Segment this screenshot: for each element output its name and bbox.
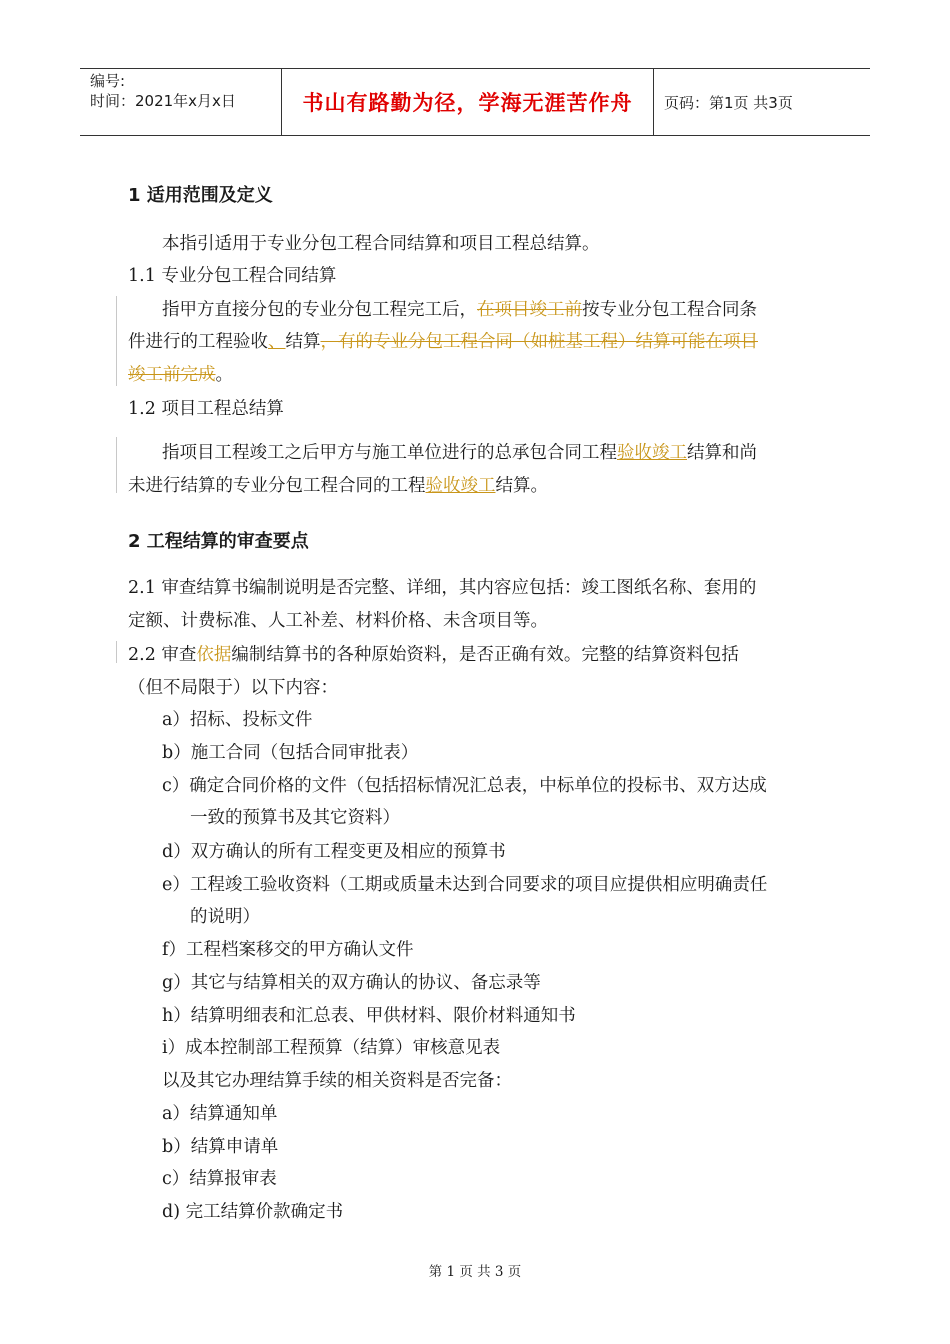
list-item: a）招标、投标文件 xyxy=(162,710,313,730)
header-motto: 书山有路勤为径，学海无涯苦作舟 xyxy=(282,69,654,135)
list-item: c）结算报审表 xyxy=(162,1169,277,1189)
list-item: c）确定合同价格的文件（包括招标情况汇总表，中标单位的投标书、双方达成 xyxy=(162,776,767,796)
list-item: b）施工合同（包括合同审批表） xyxy=(162,743,419,763)
text-run: 2.2 审查 xyxy=(128,645,197,665)
text-run: 编制结算书的各种原始资料，是否正确有效。完整的结算资料包括 xyxy=(231,645,739,665)
paragraph-also: 以及其它办理结算手续的相关资料是否完备： xyxy=(162,1071,512,1091)
header-page-info: 页码：第1页 共3页 xyxy=(664,93,793,112)
list-item: i）成本控制部工程预算（结算）审核意见表 xyxy=(162,1038,501,1058)
list-item: h）结算明细表和汇总表、甲供材料、限价材料通知书 xyxy=(162,1006,576,1026)
inserted-text: 验收竣工 xyxy=(425,476,496,496)
text-run: 指甲方直接分包的专业分包工程完工后， xyxy=(162,300,477,320)
section-2-title: 2 工程结算的审查要点 xyxy=(128,531,309,552)
paragraph-1-1-line-1 xyxy=(162,296,757,321)
document-time-label: 时间：2021年x月x日 xyxy=(90,92,236,110)
paragraph-1-2-line-1 xyxy=(162,439,757,464)
inserted-text: 依据 xyxy=(196,645,232,665)
document-number-label: 编号: xyxy=(90,72,126,90)
deleted-text: ，有的专业分包工程合同（如桩基工程）结算可能在项目 xyxy=(320,332,758,352)
paragraph-1-1-line-3 xyxy=(128,361,233,386)
text-run: 结算。 xyxy=(495,476,548,496)
list-item-continuation: 一致的预算书及其它资料） xyxy=(190,808,400,828)
text-run: 未进行结算的专业分包工程合同的工程 xyxy=(128,476,426,496)
text-run: 件进行的工程验收 xyxy=(128,332,268,352)
text-run: 。 xyxy=(215,365,233,385)
deleted-text: 在项目竣工前 xyxy=(477,300,582,320)
text-run: 结算 xyxy=(285,332,321,352)
paragraph-2-1-line-2: 定额、计费标准、人工补差、材料价格、未含项目等。 xyxy=(128,611,548,631)
list-item: b）结算申请单 xyxy=(162,1137,279,1157)
subsection-1-1-title: 1.1 专业分包工程合同结算 xyxy=(128,266,337,286)
inserted-text: 、 xyxy=(268,332,286,352)
list-item: a）结算通知单 xyxy=(162,1104,278,1124)
list-item: d) 完工结算价款确定书 xyxy=(162,1202,344,1222)
paragraph-1-2-line-2 xyxy=(128,472,548,497)
revision-bar xyxy=(116,641,118,663)
paragraph-2-2-line-1 xyxy=(128,641,739,666)
paragraph-1-1-line-2 xyxy=(128,328,758,353)
section-1-intro: 本指引适用于专业分包工程合同结算和项目工程总结算。 xyxy=(162,234,600,254)
text-run: 指项目工程竣工之后甲方与施工单位进行的总承包合同工程 xyxy=(162,443,617,463)
text-run: 按专业分包工程合同条 xyxy=(582,300,757,320)
revision-bar xyxy=(116,296,118,386)
page-header xyxy=(80,68,870,136)
page-footer: 第 1 页 共 3 页 xyxy=(428,1264,522,1280)
list-item: e）工程竣工验收资料（工期或质量未达到合同要求的项目应提供相应明确责任 xyxy=(162,875,768,895)
list-item: f）工程档案移交的甲方确认文件 xyxy=(162,940,414,960)
section-1-title: 1 适用范围及定义 xyxy=(128,185,273,206)
header-meta-cell xyxy=(80,69,282,135)
paragraph-2-2-line-2: （但不局限于）以下内容： xyxy=(128,678,338,698)
list-item: d）双方确认的所有工程变更及相应的预算书 xyxy=(162,842,506,862)
inserted-text: 验收竣工 xyxy=(617,443,687,463)
paragraph-2-1-line-1: 2.1 审查结算书编制说明是否完整、详细，其内容应包括：竣工图纸名称、套用的 xyxy=(128,578,757,598)
list-item: g）其它与结算相关的双方确认的协议、备忘录等 xyxy=(162,973,541,993)
subsection-1-2-title: 1.2 项目工程总结算 xyxy=(128,399,284,419)
text-run: 结算和尚 xyxy=(687,443,757,463)
revision-bar xyxy=(116,437,118,493)
deleted-text: 竣工前完成 xyxy=(128,365,216,385)
list-item-continuation: 的说明） xyxy=(190,907,260,927)
